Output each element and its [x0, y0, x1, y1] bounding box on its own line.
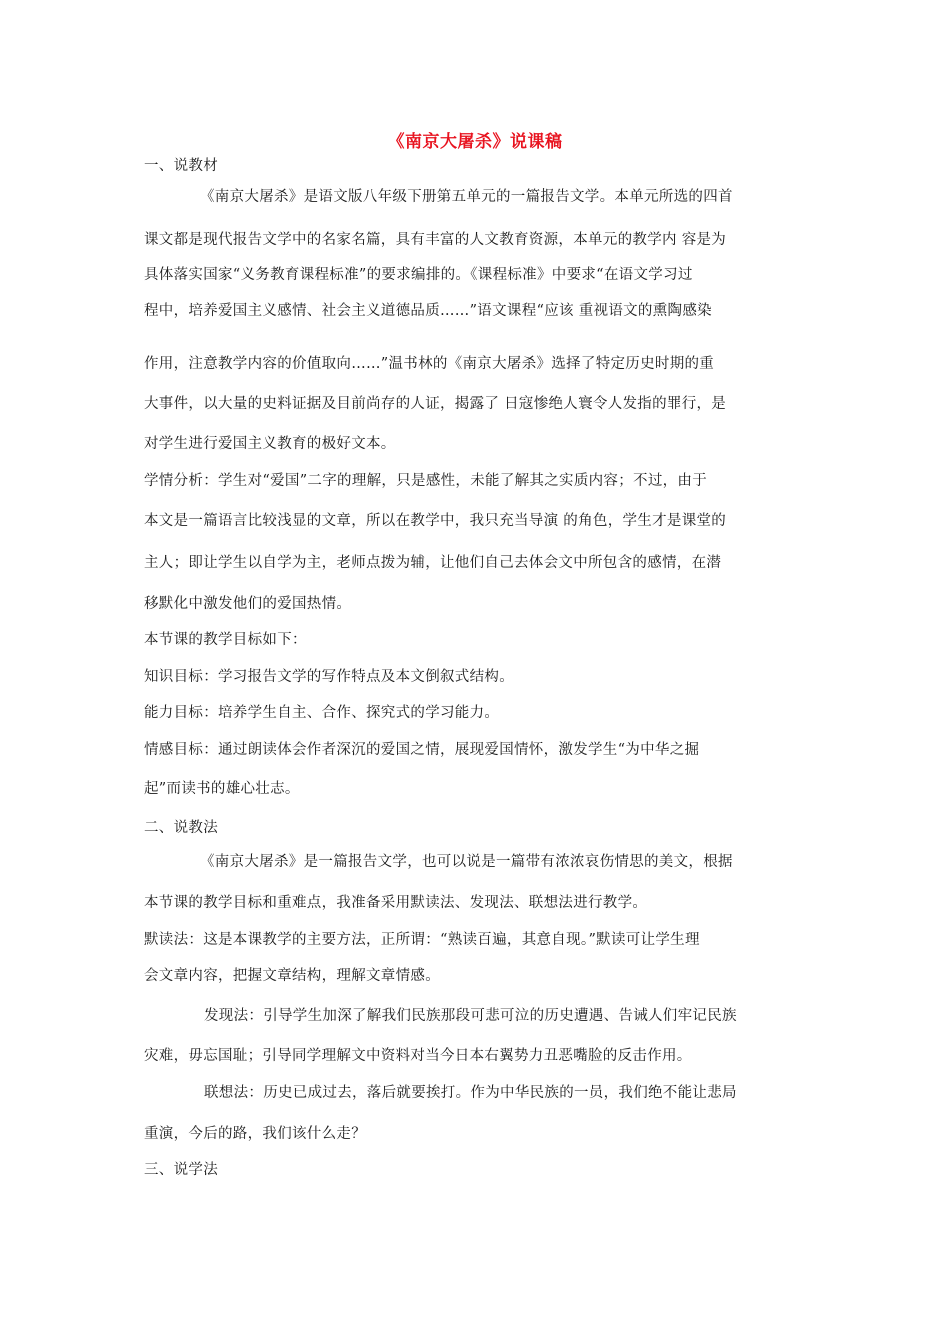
paragraph-line: 能力目标：培养学生自主、合作、探究式的学习能力。 — [144, 705, 500, 721]
paragraph-line: 联想法：历史已成过去，落后就要挨打。作为中华民族的一员，我们绝不能让悲局 — [204, 1085, 737, 1101]
paragraph-line: 知识目标：学习报告文学的写作特点及本文倒叙式结构。 — [144, 669, 514, 685]
paragraph-line: 作用，注意教学内容的价值取向……”温书林的《南京大屠杀》选择了特定历史时期的重 — [144, 356, 715, 372]
paragraph-line: 学情分析：学生对“爱国”二字的理解，只是感性，未能了解其之实质内容；不过，由于 — [144, 473, 708, 489]
section-heading-2: 二、说教法 — [144, 820, 218, 836]
paragraph-line: 本节课的教学目标和重难点，我准备采用默读法、发现法、联想法进行教学。 — [144, 895, 648, 911]
paragraph-line: 本节课的教学目标如下： — [144, 632, 307, 648]
paragraph-line: 移默化中激发他们的爱国热情。 — [144, 596, 352, 612]
paragraph-line: 《南京大屠杀》是一篇报告文学，也可以说是一篇带有浓浓哀伤情思的美文，根据 — [200, 854, 733, 870]
paragraph-line: 《南京大屠杀》是语文版八年级下册第五单元的一篇报告文学。本单元所选的四首 — [200, 189, 733, 205]
paragraph-line: 课文都是现代报告文学中的名家名篇，具有丰富的人文教育资源，本单元的教学内 容是为 — [144, 232, 727, 248]
paragraph-line: 程中，培养爱国主义感情、社会主义道德品质……”语文课程“应该 重视语文的熏陶感染 — [144, 303, 712, 319]
paragraph-line: 起”而读书的雄心壮志。 — [144, 781, 300, 797]
paragraph-line: 发现法：引导学生加深了解我们民族那段可悲可泣的历史遭遇、告诫人们牢记民族 — [204, 1008, 737, 1024]
paragraph-line: 灾难，毋忘国耻；引导同学理解文中资料对当今日本右翼势力丑恶嘴脸的反击作用。 — [144, 1048, 692, 1064]
paragraph-line: 重演，今后的路，我们该什么走？ — [144, 1126, 366, 1142]
section-heading-1: 一、说教材 — [144, 158, 218, 174]
paragraph-line: 会文章内容，把握文章结构，理解文章情感。 — [144, 968, 440, 984]
section-heading-3: 三、说学法 — [144, 1162, 218, 1178]
paragraph-line: 本文是一篇语言比较浅显的文章，所以在教学中，我只充当导演 的角色，学生才是课堂的 — [144, 513, 727, 529]
paragraph-line: 具体落实国家“义务教育课程标准”的要求编排的。《课程标准》中要求“在语文学习过 — [144, 267, 693, 283]
paragraph-line: 对学生进行爱国主义教育的极好文本。 — [144, 436, 396, 452]
paragraph-line: 大事件，以大量的史料证据及目前尚存的人证，揭露了 日寇惨绝人寰令人发指的罪行，是 — [144, 396, 727, 412]
paragraph-line: 默读法：这是本课教学的主要方法，正所谓：“熟读百遍，其意自现。”默读可让学生理 — [144, 932, 700, 948]
paragraph-line: 情感目标：通过朗读体会作者深沉的爱国之情，展现爱国情怀，激发学生“为中华之掘 — [144, 742, 700, 758]
document-title: 《南京大屠杀》说课稿 — [387, 132, 563, 152]
paragraph-line: 主人；即让学生以自学为主，老师点拨为辅，让他们自己去体会文中所包含的感情，在潜 — [144, 555, 722, 571]
